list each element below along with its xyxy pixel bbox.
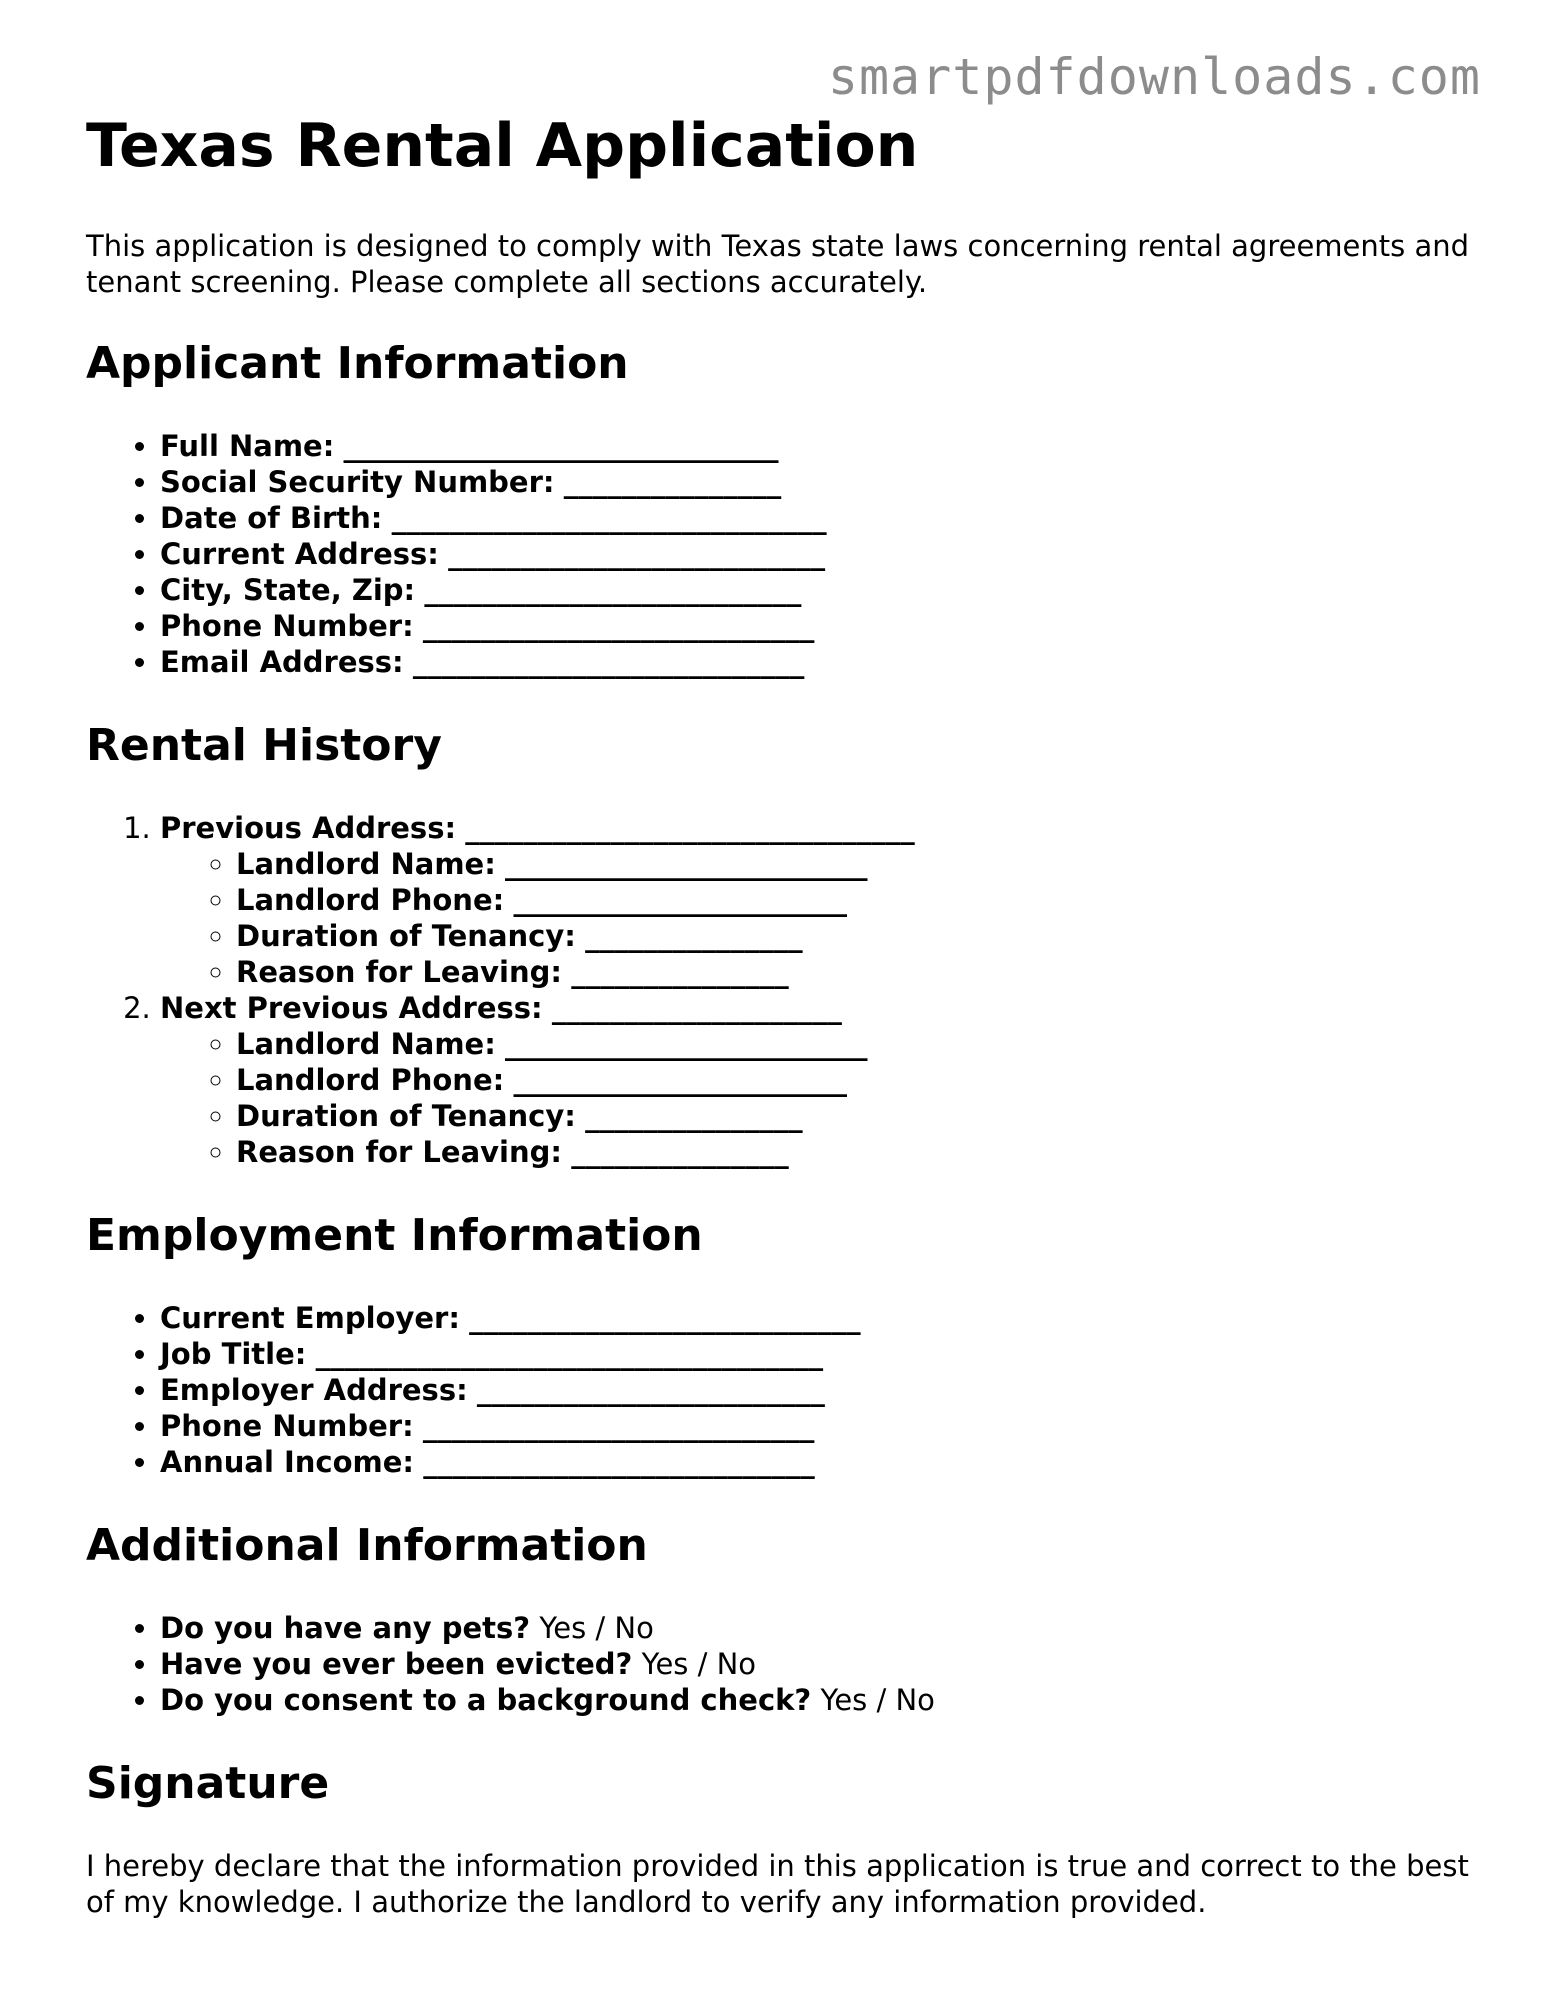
applicant-field-email: [160, 644, 1476, 680]
applicant-list: [86, 428, 1476, 680]
rental-field-duration: [236, 918, 1476, 954]
field-label: Landlord Phone:: [236, 883, 505, 917]
field-label: Employer Address:: [160, 1373, 468, 1407]
field-label: Reason for Leaving:: [236, 955, 562, 989]
rental-entry: [160, 990, 1476, 1170]
field-blank[interactable]: _______________: [585, 919, 803, 953]
applicant-field-ssn: [160, 464, 1476, 500]
field-blank[interactable]: _______________: [571, 955, 789, 989]
field-blank[interactable]: __________________________: [448, 537, 826, 571]
rental-history-heading: Rental History: [86, 720, 442, 771]
field-label: Date of Birth:: [160, 501, 383, 535]
rental-field-landlord-name: [236, 1026, 1476, 1062]
field-blank[interactable]: _______________: [585, 1099, 803, 1133]
applicant-heading: Applicant Information: [86, 338, 629, 389]
field-blank[interactable]: ______________________________: [343, 429, 779, 463]
field-label: Annual Income:: [160, 1445, 415, 1479]
applicant-field-dob: [160, 500, 1476, 536]
document-page: [86, 112, 1476, 1920]
field-label: Job Title:: [160, 1337, 307, 1371]
field-blank[interactable]: _______________________: [513, 883, 847, 917]
field-label: Current Address:: [160, 537, 439, 571]
field-label: Landlord Name:: [236, 847, 496, 881]
employment-heading: Employment Information: [86, 1210, 703, 1261]
field-blank[interactable]: ___________________________: [422, 1409, 815, 1443]
rental-field-reason: [236, 1134, 1476, 1170]
field-label: Landlord Phone:: [236, 1063, 505, 1097]
additional-question-background-check: [160, 1682, 1476, 1718]
rental-entry-details: [160, 1026, 1476, 1170]
field-blank[interactable]: ___________________________: [422, 609, 815, 643]
field-label: Full Name:: [160, 429, 335, 463]
field-label: Current Employer:: [160, 1301, 460, 1335]
applicant-field-city-state-zip: [160, 572, 1476, 608]
watermark: smartpdfdownloads.com: [827, 48, 1481, 106]
yes-no-answer[interactable]: Yes / No: [641, 1647, 757, 1681]
employment-field-phone: [160, 1408, 1476, 1444]
rental-field-duration: [236, 1098, 1476, 1134]
field-label: Reason for Leaving:: [236, 1135, 562, 1169]
rental-field-landlord-name: [236, 846, 1476, 882]
field-blank[interactable]: _______________________: [513, 1063, 847, 1097]
rental-field-reason: [236, 954, 1476, 990]
employment-field-income: [160, 1444, 1476, 1480]
field-label: Social Security Number:: [160, 465, 555, 499]
field-label: Duration of Tenancy:: [236, 919, 576, 953]
signature-declaration: I hereby declare that the information provided in this application is true and correct to the best of my knowledge. I authorize the landlord to verify any information provided.: [86, 1849, 1469, 1919]
field-blank[interactable]: __________________________: [424, 573, 802, 607]
applicant-field-full-name: [160, 428, 1476, 464]
rental-entry: [160, 810, 1476, 990]
rental-entry-details: [160, 846, 1476, 990]
employment-field-employer-address: [160, 1372, 1476, 1408]
rental-history-list: [86, 810, 1476, 1170]
field-label: Previous Address:: [160, 811, 457, 845]
field-blank[interactable]: ___________________________: [423, 1445, 815, 1479]
field-blank[interactable]: _______________: [563, 465, 782, 499]
field-blank[interactable]: ___________________________________: [315, 1337, 824, 1371]
yes-no-answer[interactable]: Yes / No: [820, 1683, 935, 1717]
rental-field-landlord-phone: [236, 882, 1476, 918]
field-blank[interactable]: ______________________________: [391, 501, 827, 535]
yes-no-answer[interactable]: Yes / No: [539, 1611, 654, 1645]
additional-question-evicted: [160, 1646, 1476, 1682]
field-blank[interactable]: ____________________: [551, 991, 842, 1025]
applicant-field-current-address: [160, 536, 1476, 572]
rental-field-landlord-phone: [236, 1062, 1476, 1098]
employment-field-employer: [160, 1300, 1476, 1336]
field-label: Phone Number:: [160, 1409, 414, 1443]
field-label: Landlord Name:: [236, 1027, 496, 1061]
field-blank[interactable]: _________________________: [505, 1027, 868, 1061]
field-blank[interactable]: ___________________________: [412, 645, 805, 679]
field-blank[interactable]: ________________________: [476, 1373, 825, 1407]
field-blank[interactable]: _________________________: [505, 847, 868, 881]
field-label: City, State, Zip:: [160, 573, 416, 607]
field-label: Duration of Tenancy:: [236, 1099, 576, 1133]
question-label: Have you ever been evicted?: [160, 1647, 633, 1681]
page-title: Texas Rental Application: [86, 111, 919, 181]
field-blank[interactable]: _______________________________: [465, 811, 915, 845]
applicant-field-phone: [160, 608, 1476, 644]
employment-field-job-title: [160, 1336, 1476, 1372]
question-label: Do you have any pets?: [160, 1611, 531, 1645]
additional-question-pets: [160, 1610, 1476, 1646]
field-label: Email Address:: [160, 645, 404, 679]
intro-paragraph: This application is designed to comply with Texas state laws concerning rental agreements and tenant screening. Please complete all sections accurately.: [86, 229, 1470, 299]
employment-list: [86, 1300, 1476, 1480]
field-blank[interactable]: _______________: [571, 1135, 789, 1169]
signature-heading: Signature: [86, 1758, 330, 1809]
field-blank[interactable]: ___________________________: [469, 1301, 861, 1335]
field-label: Next Previous Address:: [160, 991, 543, 1025]
field-label: Phone Number:: [160, 609, 414, 643]
additional-heading: Additional Information: [86, 1520, 648, 1571]
question-label: Do you consent to a background check?: [160, 1683, 812, 1717]
additional-list: [86, 1610, 1476, 1718]
